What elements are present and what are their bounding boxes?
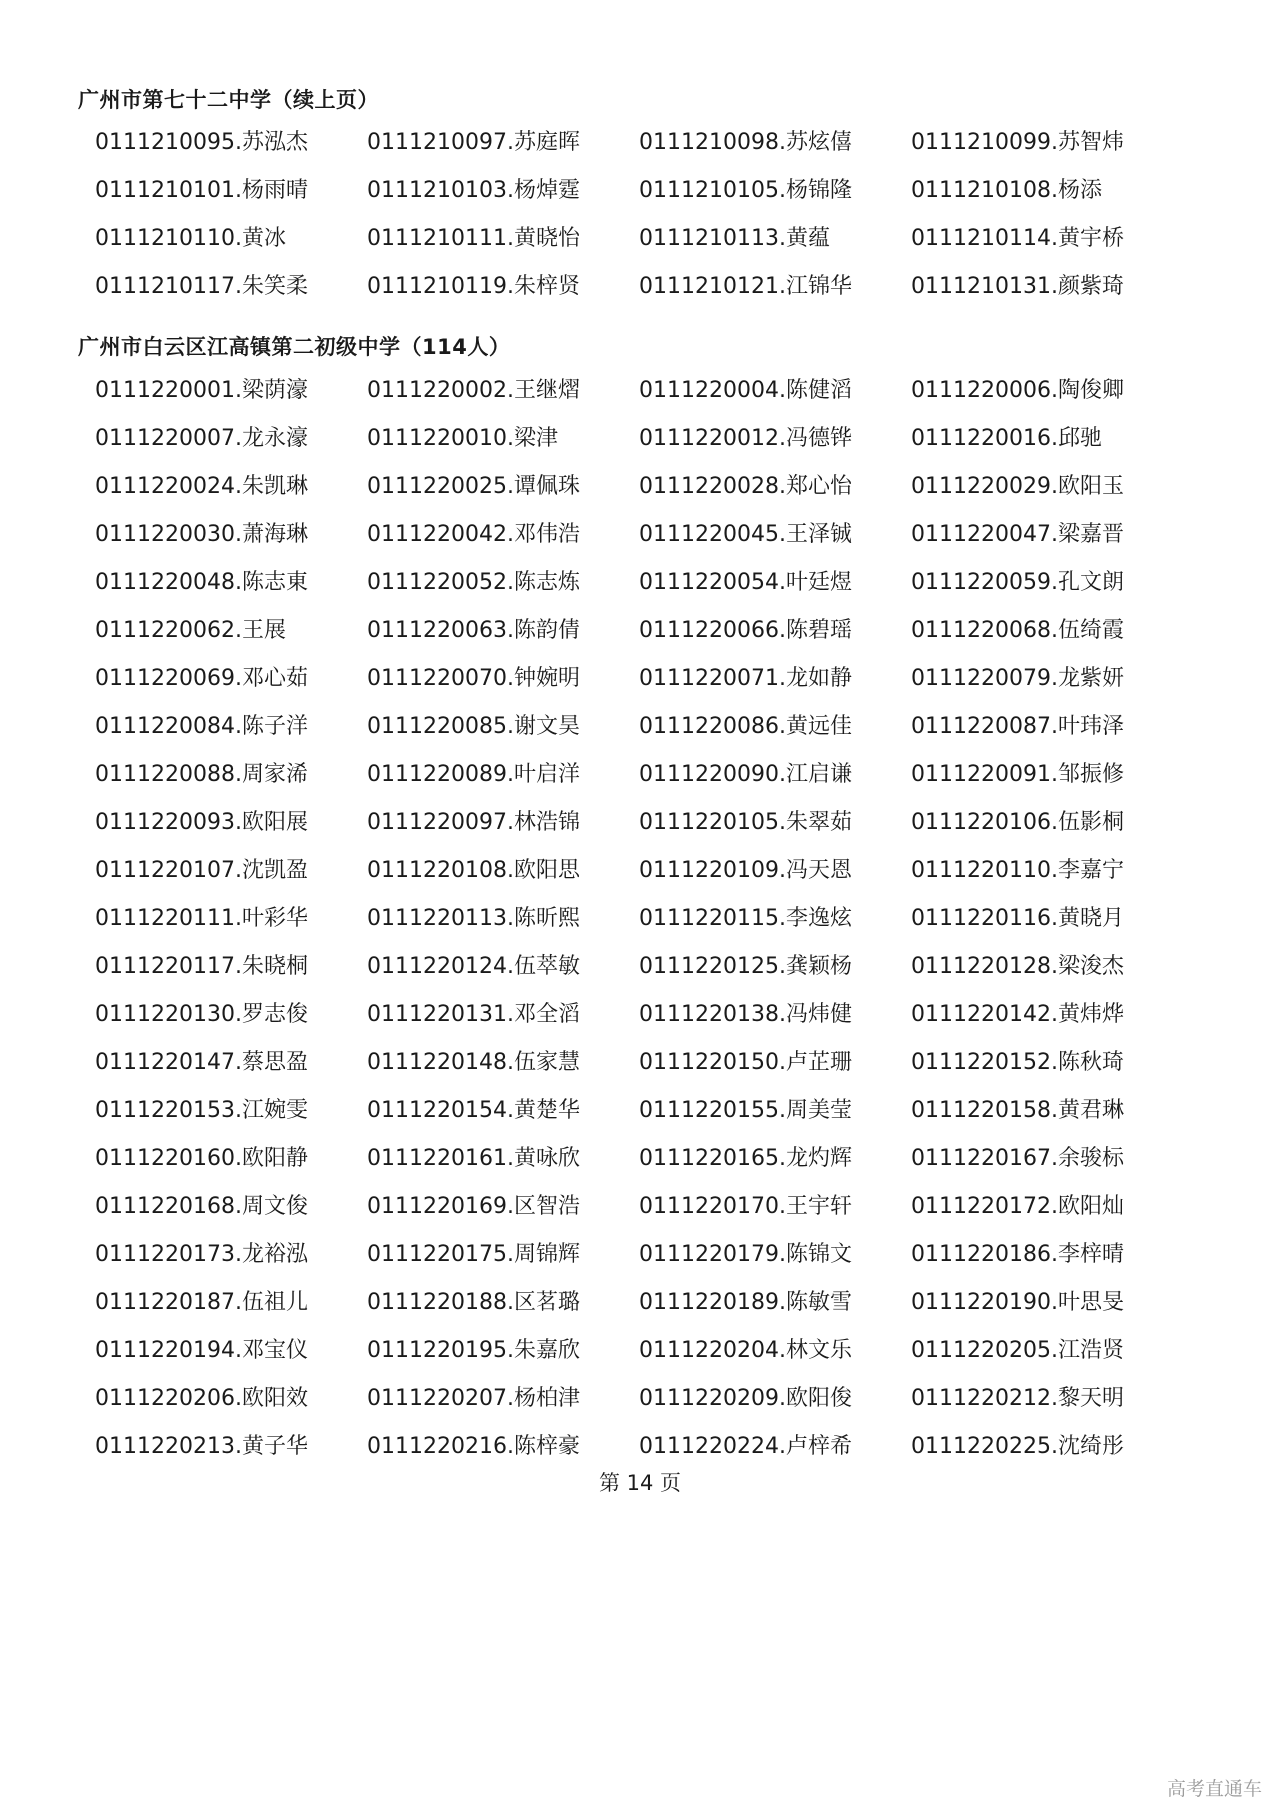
student-entry: 0111220225.沈绮彤	[911, 1433, 1124, 1459]
student-entry: 0111210108.杨添	[911, 177, 1102, 203]
entry-row	[95, 1036, 1195, 1084]
entry-row	[95, 1372, 1195, 1420]
entry-row	[95, 796, 1195, 844]
student-entry: 0111220213.黄子华	[95, 1433, 308, 1459]
student-entry: 0111220175.周锦辉	[367, 1241, 580, 1267]
entry-grid	[95, 116, 1195, 308]
student-entry: 0111220204.林文乐	[639, 1337, 852, 1363]
student-entry: 0111220138.冯炜健	[639, 1001, 852, 1027]
student-entry: 0111220068.伍绮霞	[911, 617, 1124, 643]
student-entry: 0111220158.黄君琳	[911, 1097, 1124, 1123]
student-entry: 0111220048.陈志東	[95, 569, 308, 595]
entry-row	[95, 460, 1195, 508]
student-entry: 0111220116.黄晓月	[911, 905, 1124, 931]
entry-row	[95, 508, 1195, 556]
student-entry: 0111220093.欧阳展	[95, 809, 308, 835]
entry-row	[95, 700, 1195, 748]
student-entry: 0111220054.叶廷煜	[639, 569, 852, 595]
entry-row	[95, 748, 1195, 796]
student-entry: 0111220205.江浩贤	[911, 1337, 1124, 1363]
entry-row	[95, 116, 1195, 164]
student-entry: 0111220161.黄咏欣	[367, 1145, 580, 1171]
student-entry: 0111220150.卢芷珊	[639, 1049, 852, 1075]
student-entry: 0111220002.王继熠	[367, 377, 580, 403]
entry-row	[95, 1324, 1195, 1372]
student-entry: 0111220206.欧阳效	[95, 1385, 308, 1411]
student-entry: 0111220016.邱驰	[911, 425, 1102, 451]
student-entry: 0111220012.冯德铧	[639, 425, 852, 451]
student-entry: 0111220030.萧海琳	[95, 521, 308, 547]
student-entry: 0111220216.陈梓豪	[367, 1433, 580, 1459]
student-entry: 0111220085.谢文昊	[367, 713, 580, 739]
page-number: 第 14 页	[598, 1471, 682, 1495]
student-entry: 0111220187.伍祖儿	[95, 1289, 308, 1315]
student-entry: 0111210101.杨雨晴	[95, 177, 308, 203]
student-entry: 0111220186.李梓晴	[911, 1241, 1124, 1267]
student-entry: 0111210131.颜紫琦	[911, 273, 1124, 299]
student-entry: 0111210121.江锦华	[639, 273, 852, 299]
entry-row	[95, 1180, 1195, 1228]
student-entry: 0111220153.江婉雯	[95, 1097, 308, 1123]
student-entry: 0111210110.黄冰	[95, 225, 286, 251]
student-entry: 0111220006.陶俊卿	[911, 377, 1124, 403]
student-entry: 0111220152.陈秋琦	[911, 1049, 1124, 1075]
entry-row	[95, 164, 1195, 212]
entry-row	[95, 1276, 1195, 1324]
student-entry: 0111220111.叶彩华	[95, 905, 308, 931]
student-entry: 0111220189.陈敏雪	[639, 1289, 852, 1315]
entry-row	[95, 652, 1195, 700]
student-entry: 0111210117.朱笑柔	[95, 273, 308, 299]
student-entry: 0111220147.蔡思盈	[95, 1049, 308, 1075]
entry-row	[95, 412, 1195, 460]
student-entry: 0111220148.伍家慧	[367, 1049, 580, 1075]
student-entry: 0111220052.陈志炼	[367, 569, 580, 595]
student-entry: 0111220165.龙灼辉	[639, 1145, 852, 1171]
student-entry: 0111210103.杨焯霆	[367, 177, 580, 203]
student-entry: 0111220131.邓全滔	[367, 1001, 580, 1027]
student-entry: 0111220128.梁浚杰	[911, 953, 1124, 979]
student-entry: 0111220028.郑心怡	[639, 473, 852, 499]
student-entry: 0111220025.谭佩珠	[367, 473, 580, 499]
student-entry: 0111220160.欧阳静	[95, 1145, 308, 1171]
entry-row	[95, 1420, 1195, 1468]
student-entry: 0111210114.黄宇桥	[911, 225, 1124, 251]
entry-row	[95, 604, 1195, 652]
student-entry: 0111220105.朱翠茹	[639, 809, 852, 835]
student-entry: 0111220124.伍萃敏	[367, 953, 580, 979]
student-entry: 0111220097.林浩锦	[367, 809, 580, 835]
entry-row	[95, 844, 1195, 892]
student-entry: 0111220190.叶思旻	[911, 1289, 1124, 1315]
entry-row	[95, 1228, 1195, 1276]
student-entry: 0111220130.罗志俊	[95, 1001, 308, 1027]
entry-row	[95, 940, 1195, 988]
student-entry: 0111220071.龙如静	[639, 665, 852, 691]
student-entry: 0111220108.欧阳思	[367, 857, 580, 883]
student-entry: 0111220001.梁荫濠	[95, 377, 308, 403]
student-entry: 0111220024.朱凯琳	[95, 473, 308, 499]
student-entry: 0111220169.区智浩	[367, 1193, 580, 1219]
student-entry: 0111220087.叶玮泽	[911, 713, 1124, 739]
entry-row	[95, 556, 1195, 604]
student-entry: 0111220142.黄炜烨	[911, 1001, 1124, 1027]
student-entry: 0111220107.沈凯盈	[95, 857, 308, 883]
student-entry: 0111220170.王宇轩	[639, 1193, 852, 1219]
student-entry: 0111210119.朱梓贤	[367, 273, 580, 299]
student-entry: 0111220154.黄楚华	[367, 1097, 580, 1123]
student-entry: 0111210111.黄晓怡	[367, 225, 580, 251]
student-entry: 0111220188.区茗璐	[367, 1289, 580, 1315]
student-entry: 0111220168.周文俊	[95, 1193, 308, 1219]
student-entry: 0111220117.朱晓桐	[95, 953, 308, 979]
section-title: 广州市第七十二中学（续上页）	[78, 88, 379, 112]
student-entry: 0111220086.黄远佳	[639, 713, 852, 739]
student-entry: 0111220070.钟婉明	[367, 665, 580, 691]
student-entry: 0111220089.叶启洋	[367, 761, 580, 787]
student-entry: 0111220029.欧阳玉	[911, 473, 1124, 499]
student-entry: 0111220194.邓宝仪	[95, 1337, 308, 1363]
section-title: 广州市白云区江高镇第二初级中学（114人）	[78, 335, 511, 359]
student-entry: 0111210113.黄蕴	[639, 225, 830, 251]
student-entry: 0111220167.余骏标	[911, 1145, 1124, 1171]
student-entry: 0111220062.王展	[95, 617, 286, 643]
entry-grid	[95, 364, 1195, 1468]
student-entry: 0111210105.杨锦隆	[639, 177, 852, 203]
student-entry: 0111220010.梁津	[367, 425, 558, 451]
student-entry: 0111220209.欧阳俊	[639, 1385, 852, 1411]
entry-row	[95, 892, 1195, 940]
student-entry: 0111220173.龙裕泓	[95, 1241, 308, 1267]
watermark: 高考直通车	[1166, 1778, 1262, 1800]
student-entry: 0111220059.孔文朗	[911, 569, 1124, 595]
entry-row	[95, 1084, 1195, 1132]
student-entry: 0111220045.王泽铖	[639, 521, 852, 547]
student-entry: 0111220088.周家浠	[95, 761, 308, 787]
student-entry: 0111220091.邹振修	[911, 761, 1124, 787]
student-entry: 0111220207.杨柏津	[367, 1385, 580, 1411]
student-entry: 0111220113.陈昕熙	[367, 905, 580, 931]
student-entry: 0111220063.陈韵倩	[367, 617, 580, 643]
student-entry: 0111220090.江启谦	[639, 761, 852, 787]
student-entry: 0111210098.苏炫僖	[639, 129, 852, 155]
student-entry: 0111220084.陈子洋	[95, 713, 308, 739]
student-entry: 0111220195.朱嘉欣	[367, 1337, 580, 1363]
student-entry: 0111220110.李嘉宁	[911, 857, 1124, 883]
student-entry: 0111220172.欧阳灿	[911, 1193, 1124, 1219]
student-entry: 0111220079.龙紫妍	[911, 665, 1124, 691]
student-entry: 0111220109.冯天恩	[639, 857, 852, 883]
student-entry: 0111220212.黎天明	[911, 1385, 1124, 1411]
student-entry: 0111220042.邓伟浩	[367, 521, 580, 547]
student-entry: 0111220106.伍影桐	[911, 809, 1124, 835]
entry-row	[95, 988, 1195, 1036]
student-entry: 0111220179.陈锦文	[639, 1241, 852, 1267]
entry-row	[95, 1132, 1195, 1180]
entry-row	[95, 212, 1195, 260]
student-entry: 0111220007.龙永濠	[95, 425, 308, 451]
student-entry: 0111220224.卢梓希	[639, 1433, 852, 1459]
student-entry: 0111220125.龚颖杨	[639, 953, 852, 979]
entry-row	[95, 260, 1195, 308]
student-entry: 0111220047.梁嘉晋	[911, 521, 1124, 547]
student-entry: 0111220004.陈健滔	[639, 377, 852, 403]
student-entry: 0111220115.李逸炫	[639, 905, 852, 931]
student-entry: 0111220069.邓心茹	[95, 665, 308, 691]
entry-row	[95, 364, 1195, 412]
student-entry: 0111220066.陈碧瑶	[639, 617, 852, 643]
student-entry: 0111210099.苏智炜	[911, 129, 1124, 155]
student-entry: 0111210097.苏庭晖	[367, 129, 580, 155]
student-entry: 0111210095.苏泓杰	[95, 129, 308, 155]
student-entry: 0111220155.周美莹	[639, 1097, 852, 1123]
